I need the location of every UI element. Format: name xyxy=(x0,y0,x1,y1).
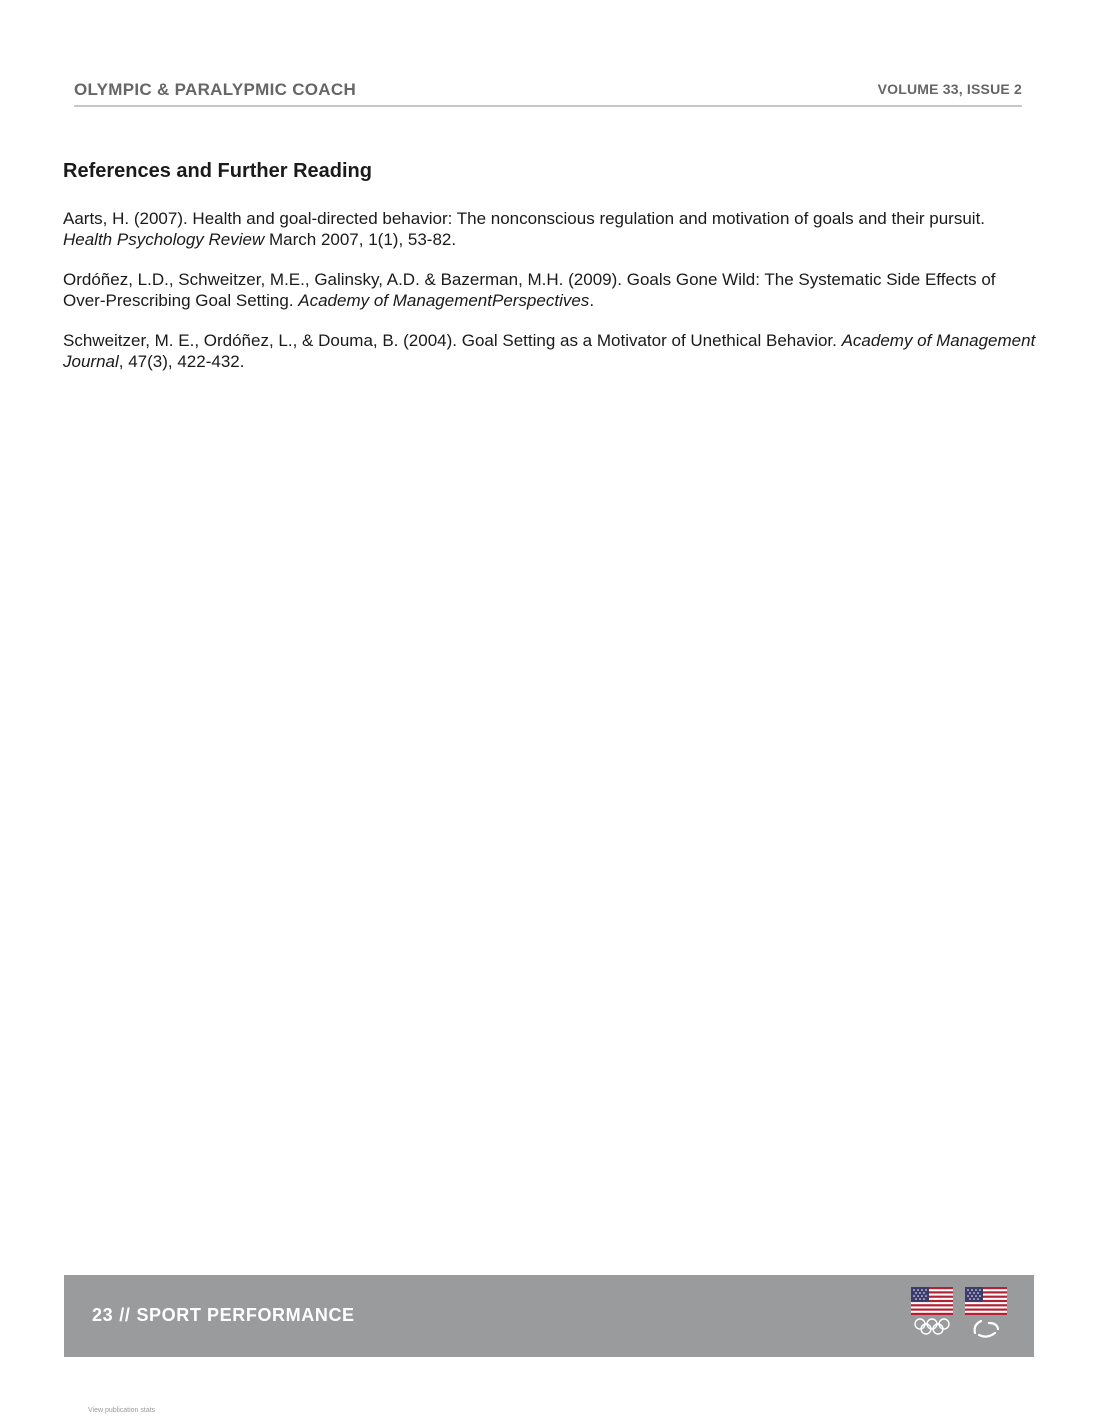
section-heading: References and Further Reading xyxy=(63,160,372,182)
reference-item: Schweitzer, M. E., Ordóñez, L., & Douma, B. (2004). Goal Setting as a Motivator of Unethical Behavior. Academy of Management Journal, 47(3), 422-432. xyxy=(63,331,1036,371)
page-header xyxy=(74,78,1022,107)
footer-page-label xyxy=(92,1305,355,1326)
footer-section: SPORT PERFORMANCE xyxy=(136,1305,355,1325)
reference-item: Ordóñez, L.D., Schweitzer, M.E., Galinsky, A.D. & Bazerman, M.H. (2009). Goals Gone Wild: The Systematic Side Effects of Over-Prescribing Goal Setting. Academy of ManagementPerspectives. xyxy=(63,270,996,310)
paralympic-flag-agitos-icon xyxy=(965,1287,1009,1343)
reference-item: Aarts, H. (2007). Health and goal-directed behavior: The nonconscious regulation and motivation of goals and their pursuit. Health Psychology Review March 2007, 1(1), 53-82. xyxy=(63,209,986,249)
footer-separator: // xyxy=(119,1305,131,1325)
reference-list xyxy=(63,208,1038,391)
page-footer xyxy=(64,1275,1034,1357)
olympic-flag-rings-icon xyxy=(911,1287,955,1343)
view-publication-stats-link[interactable]: View publication stats xyxy=(88,1407,156,1414)
publication-title: OLYMPIC & PARALYPMIC COACH xyxy=(74,80,357,99)
page-number: 23 xyxy=(92,1305,114,1325)
volume-issue: VOLUME 33, ISSUE 2 xyxy=(877,81,1022,97)
